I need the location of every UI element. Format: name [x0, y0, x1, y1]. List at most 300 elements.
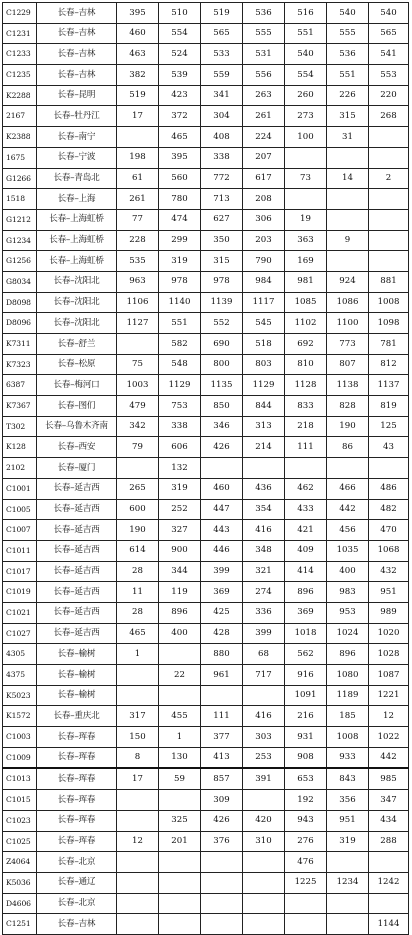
value-cell: 1221 — [369, 685, 409, 706]
value-cell: 555 — [327, 23, 369, 44]
value-cell — [243, 893, 285, 914]
value-cell: 218 — [285, 416, 327, 437]
table-row — [3, 623, 409, 644]
value-cell — [369, 852, 409, 873]
value-cell: 562 — [285, 644, 327, 665]
value-cell: 933 — [327, 747, 369, 768]
route-cell: 长春–吉林 — [37, 44, 117, 65]
value-cell: 540 — [327, 3, 369, 24]
route-cell: 长春–珲春 — [37, 831, 117, 852]
value-cell: 19 — [285, 209, 327, 230]
value-cell: 1137 — [369, 375, 409, 396]
value-cell: 228 — [117, 230, 159, 251]
value-cell: 428 — [201, 623, 243, 644]
value-cell — [369, 458, 409, 479]
table-row — [3, 292, 409, 313]
value-cell: 125 — [369, 416, 409, 437]
value-cell: 908 — [285, 747, 327, 768]
route-cell: 长春–珲春 — [37, 790, 117, 811]
value-cell: 560 — [159, 168, 201, 189]
value-cell: 470 — [369, 520, 409, 541]
value-cell: 943 — [285, 810, 327, 831]
value-cell: 535 — [117, 251, 159, 272]
value-cell: 456 — [327, 520, 369, 541]
value-cell — [243, 914, 285, 935]
value-cell: 1003 — [117, 375, 159, 396]
value-cell: 14 — [327, 168, 369, 189]
value-cell: 319 — [159, 478, 201, 499]
route-cell: 长春–南宁 — [37, 127, 117, 148]
value-cell — [327, 251, 369, 272]
value-cell: 1022 — [369, 727, 409, 748]
value-cell: 395 — [117, 3, 159, 24]
value-cell: 978 — [201, 271, 243, 292]
train-number-cell: C1023 — [3, 810, 37, 831]
value-cell — [117, 334, 159, 355]
train-number-cell: K2288 — [3, 85, 37, 106]
value-cell: 850 — [201, 396, 243, 417]
route-cell: 长春–北京 — [37, 852, 117, 873]
value-cell: 214 — [243, 437, 285, 458]
value-cell: 963 — [117, 271, 159, 292]
train-number-cell: 4375 — [3, 665, 37, 686]
train-number-cell: K7323 — [3, 354, 37, 375]
train-number-cell: C1233 — [3, 44, 37, 65]
value-cell — [369, 209, 409, 230]
value-cell: 482 — [369, 499, 409, 520]
value-cell: 443 — [201, 520, 243, 541]
value-cell: 409 — [285, 540, 327, 561]
table-row — [3, 23, 409, 44]
table-row — [3, 230, 409, 251]
value-cell: 1128 — [285, 375, 327, 396]
table-row — [3, 106, 409, 127]
value-cell: 857 — [201, 768, 243, 789]
table-row — [3, 831, 409, 852]
value-cell: 540 — [369, 3, 409, 24]
value-cell: 1117 — [243, 292, 285, 313]
table-row — [3, 85, 409, 106]
train-number-cell: D8098 — [3, 292, 37, 313]
route-cell: 长春–沈阳北 — [37, 313, 117, 334]
value-cell — [327, 852, 369, 873]
value-cell: 881 — [369, 271, 409, 292]
value-cell: 951 — [327, 810, 369, 831]
table-row — [3, 540, 409, 561]
value-cell — [117, 872, 159, 893]
route-cell: 长春–吉林 — [37, 3, 117, 24]
route-cell: 长春–松原 — [37, 354, 117, 375]
value-cell — [369, 127, 409, 148]
route-cell: 长春–榆树 — [37, 644, 117, 665]
value-cell: 356 — [327, 790, 369, 811]
train-number-cell: C1229 — [3, 3, 37, 24]
value-cell: 961 — [201, 665, 243, 686]
train-number-cell: 1518 — [3, 189, 37, 210]
value-cell: 100 — [285, 127, 327, 148]
value-cell: 516 — [285, 3, 327, 24]
value-cell: 984 — [243, 271, 285, 292]
route-cell: 长春–上海虹桥 — [37, 230, 117, 251]
value-cell: 347 — [369, 790, 409, 811]
value-cell: 169 — [285, 251, 327, 272]
value-cell: 372 — [159, 106, 201, 127]
value-cell: 395 — [159, 147, 201, 168]
table-row — [3, 354, 409, 375]
value-cell — [201, 914, 243, 935]
value-cell: 780 — [159, 189, 201, 210]
table-row — [3, 768, 409, 789]
value-cell: 844 — [243, 396, 285, 417]
value-cell: 12 — [117, 831, 159, 852]
table-row — [3, 520, 409, 541]
value-cell: 119 — [159, 582, 201, 603]
value-cell: 434 — [369, 810, 409, 831]
table-row — [3, 893, 409, 914]
route-cell: 长春–舒兰 — [37, 334, 117, 355]
train-number-cell: G1212 — [3, 209, 37, 230]
value-cell: 1086 — [327, 292, 369, 313]
value-cell: 344 — [159, 561, 201, 582]
value-cell: 1129 — [159, 375, 201, 396]
value-cell: 983 — [327, 582, 369, 603]
value-cell: 313 — [243, 416, 285, 437]
train-number-cell: K2388 — [3, 127, 37, 148]
route-cell: 长春–青岛北 — [37, 168, 117, 189]
value-cell: 1234 — [327, 872, 369, 893]
value-cell: 545 — [243, 313, 285, 334]
value-cell: 1008 — [369, 292, 409, 313]
value-cell — [327, 209, 369, 230]
value-cell: 252 — [159, 499, 201, 520]
value-cell: 474 — [159, 209, 201, 230]
value-cell: 263 — [243, 85, 285, 106]
value-cell — [243, 458, 285, 479]
value-cell — [369, 147, 409, 168]
table-row — [3, 706, 409, 727]
table-row — [3, 790, 409, 811]
route-cell: 长春–昆明 — [37, 85, 117, 106]
value-cell: 1028 — [369, 644, 409, 665]
value-cell: 433 — [285, 499, 327, 520]
route-cell: 长春–北京 — [37, 893, 117, 914]
value-cell: 1085 — [285, 292, 327, 313]
route-cell: 长春–梅河口 — [37, 375, 117, 396]
value-cell: 536 — [327, 44, 369, 65]
value-cell — [369, 189, 409, 210]
train-number-cell: 2167 — [3, 106, 37, 127]
value-cell: 446 — [201, 540, 243, 561]
value-cell: 216 — [285, 706, 327, 727]
value-cell: 420 — [243, 810, 285, 831]
value-cell: 833 — [285, 396, 327, 417]
value-cell: 348 — [243, 540, 285, 561]
train-number-cell: C1007 — [3, 520, 37, 541]
value-cell — [243, 872, 285, 893]
value-cell — [159, 852, 201, 873]
value-cell: 61 — [117, 168, 159, 189]
value-cell: 265 — [117, 478, 159, 499]
value-cell: 421 — [285, 520, 327, 541]
value-cell — [369, 893, 409, 914]
value-cell: 28 — [117, 561, 159, 582]
value-cell: 555 — [243, 23, 285, 44]
value-cell: 551 — [285, 23, 327, 44]
value-cell: 1 — [117, 644, 159, 665]
value-cell: 426 — [201, 810, 243, 831]
table-row — [3, 582, 409, 603]
train-number-cell: G8034 — [3, 271, 37, 292]
value-cell: 304 — [201, 106, 243, 127]
train-number-cell: G1266 — [3, 168, 37, 189]
value-cell: 916 — [285, 665, 327, 686]
value-cell: 1242 — [369, 872, 409, 893]
table-row — [3, 251, 409, 272]
train-number-cell: G1234 — [3, 230, 37, 251]
value-cell: 111 — [285, 437, 327, 458]
value-cell: 1087 — [369, 665, 409, 686]
value-cell: 425 — [201, 602, 243, 623]
train-number-cell: 6387 — [3, 375, 37, 396]
value-cell: 539 — [159, 65, 201, 86]
value-cell: 130 — [159, 747, 201, 768]
value-cell: 17 — [117, 106, 159, 127]
value-cell: 391 — [243, 768, 285, 789]
value-cell: 531 — [243, 44, 285, 65]
table-row — [3, 271, 409, 292]
value-cell: 261 — [117, 189, 159, 210]
table-row — [3, 499, 409, 520]
value-cell: 713 — [201, 189, 243, 210]
value-cell: 309 — [201, 790, 243, 811]
value-cell: 627 — [201, 209, 243, 230]
value-cell: 843 — [327, 768, 369, 789]
route-cell: 长春–重庆北 — [37, 706, 117, 727]
value-cell: 132 — [159, 458, 201, 479]
value-cell — [285, 914, 327, 935]
value-cell: 442 — [369, 747, 409, 768]
route-cell: 长春–通辽 — [37, 872, 117, 893]
train-number-cell: K1572 — [3, 706, 37, 727]
value-cell: 800 — [201, 354, 243, 375]
value-cell: 342 — [117, 416, 159, 437]
value-cell: 261 — [243, 106, 285, 127]
train-number-cell: D4606 — [3, 893, 37, 914]
value-cell — [369, 230, 409, 251]
value-cell: 896 — [327, 644, 369, 665]
value-cell: 447 — [201, 499, 243, 520]
route-cell: 长春–珲春 — [37, 727, 117, 748]
value-cell: 896 — [159, 602, 201, 623]
value-cell: 559 — [201, 65, 243, 86]
value-cell: 617 — [243, 168, 285, 189]
value-cell: 198 — [117, 147, 159, 168]
train-number-cell: C1011 — [3, 540, 37, 561]
value-cell: 31 — [327, 127, 369, 148]
train-number-cell: K7367 — [3, 396, 37, 417]
route-cell: 长春–珲春 — [37, 810, 117, 831]
value-cell: 12 — [369, 706, 409, 727]
value-cell: 208 — [243, 189, 285, 210]
value-cell: 989 — [369, 602, 409, 623]
value-cell: 185 — [327, 706, 369, 727]
value-cell: 519 — [117, 85, 159, 106]
value-cell: 442 — [327, 499, 369, 520]
route-cell: 长春–延吉西 — [37, 540, 117, 561]
value-cell: 319 — [159, 251, 201, 272]
train-number-cell: K128 — [3, 437, 37, 458]
route-cell: 长春–西安 — [37, 437, 117, 458]
train-number-cell: Z4064 — [3, 852, 37, 873]
value-cell: 1139 — [201, 292, 243, 313]
value-cell: 22 — [159, 665, 201, 686]
route-cell: 长春–图们 — [37, 396, 117, 417]
train-number-cell: C1005 — [3, 499, 37, 520]
route-cell: 长春–沈阳北 — [37, 271, 117, 292]
value-cell: 812 — [369, 354, 409, 375]
value-cell: 951 — [369, 582, 409, 603]
train-ticket-table — [2, 2, 409, 935]
value-cell: 400 — [327, 561, 369, 582]
train-number-cell: C1021 — [3, 602, 37, 623]
value-cell: 690 — [201, 334, 243, 355]
value-cell: 1 — [159, 727, 201, 748]
value-cell: 790 — [243, 251, 285, 272]
value-cell: 399 — [201, 561, 243, 582]
value-cell: 432 — [369, 561, 409, 582]
value-cell: 310 — [243, 831, 285, 852]
value-cell: 582 — [159, 334, 201, 355]
train-number-cell: C1013 — [3, 768, 37, 789]
value-cell: 354 — [243, 499, 285, 520]
value-cell: 606 — [159, 437, 201, 458]
train-number-cell: C1235 — [3, 65, 37, 86]
value-cell: 1135 — [201, 375, 243, 396]
value-cell — [285, 189, 327, 210]
value-cell: 226 — [327, 85, 369, 106]
value-cell: 803 — [243, 354, 285, 375]
table-row — [3, 375, 409, 396]
value-cell: 28 — [117, 602, 159, 623]
train-number-cell: C1025 — [3, 831, 37, 852]
value-cell: 75 — [117, 354, 159, 375]
value-cell: 533 — [201, 44, 243, 65]
route-cell: 长春–上海虹桥 — [37, 209, 117, 230]
value-cell: 327 — [159, 520, 201, 541]
value-cell: 978 — [159, 271, 201, 292]
value-cell: 1106 — [117, 292, 159, 313]
value-cell: 924 — [327, 271, 369, 292]
value-cell — [285, 147, 327, 168]
value-cell: 224 — [243, 127, 285, 148]
value-cell: 203 — [243, 230, 285, 251]
value-cell: 1127 — [117, 313, 159, 334]
table-row — [3, 396, 409, 417]
value-cell — [117, 852, 159, 873]
value-cell: 190 — [117, 520, 159, 541]
route-cell: 长春–吉林 — [37, 914, 117, 935]
value-cell: 79 — [117, 437, 159, 458]
value-cell: 253 — [243, 747, 285, 768]
value-cell: 717 — [243, 665, 285, 686]
value-cell: 772 — [201, 168, 243, 189]
value-cell: 548 — [159, 354, 201, 375]
table-row — [3, 665, 409, 686]
value-cell: 416 — [243, 520, 285, 541]
value-cell: 1102 — [285, 313, 327, 334]
value-cell: 486 — [369, 478, 409, 499]
value-cell: 8 — [117, 747, 159, 768]
table-row — [3, 644, 409, 665]
value-cell: 319 — [327, 831, 369, 852]
table-row — [3, 127, 409, 148]
value-cell: 519 — [201, 3, 243, 24]
table-body — [3, 3, 409, 935]
table-row — [3, 810, 409, 831]
value-cell: 1024 — [327, 623, 369, 644]
value-cell: 321 — [243, 561, 285, 582]
value-cell: 536 — [243, 3, 285, 24]
value-cell: 220 — [369, 85, 409, 106]
value-cell: 510 — [159, 3, 201, 24]
value-cell: 346 — [201, 416, 243, 437]
value-cell: 376 — [201, 831, 243, 852]
route-cell: 长春–上海虹桥 — [37, 251, 117, 272]
value-cell — [327, 147, 369, 168]
train-number-cell: C1019 — [3, 582, 37, 603]
value-cell — [285, 893, 327, 914]
value-cell: 896 — [285, 582, 327, 603]
value-cell: 1080 — [327, 665, 369, 686]
value-cell — [117, 458, 159, 479]
value-cell: 541 — [369, 44, 409, 65]
table-row — [3, 334, 409, 355]
route-cell: 长春–延吉西 — [37, 561, 117, 582]
value-cell: 436 — [243, 478, 285, 499]
value-cell: 880 — [201, 644, 243, 665]
value-cell: 150 — [117, 727, 159, 748]
value-cell: 819 — [369, 396, 409, 417]
value-cell: 315 — [201, 251, 243, 272]
value-cell — [201, 893, 243, 914]
value-cell: 1008 — [327, 727, 369, 748]
value-cell: 465 — [159, 127, 201, 148]
route-cell: 长春–厦门 — [37, 458, 117, 479]
value-cell: 460 — [117, 23, 159, 44]
value-cell: 953 — [327, 602, 369, 623]
value-cell — [327, 189, 369, 210]
value-cell — [285, 458, 327, 479]
table-row — [3, 437, 409, 458]
route-cell: 长春–上海 — [37, 189, 117, 210]
value-cell: 565 — [369, 23, 409, 44]
value-cell — [327, 458, 369, 479]
value-cell: 465 — [117, 623, 159, 644]
table-row — [3, 209, 409, 230]
value-cell: 363 — [285, 230, 327, 251]
table-row — [3, 561, 409, 582]
route-cell: 长春–珲春 — [37, 747, 117, 768]
value-cell: 336 — [243, 602, 285, 623]
value-cell — [243, 852, 285, 873]
table-row — [3, 416, 409, 437]
route-cell: 长春–榆树 — [37, 665, 117, 686]
value-cell: 551 — [159, 313, 201, 334]
value-cell — [159, 914, 201, 935]
value-cell: 1100 — [327, 313, 369, 334]
value-cell: 1225 — [285, 872, 327, 893]
table-row — [3, 685, 409, 706]
